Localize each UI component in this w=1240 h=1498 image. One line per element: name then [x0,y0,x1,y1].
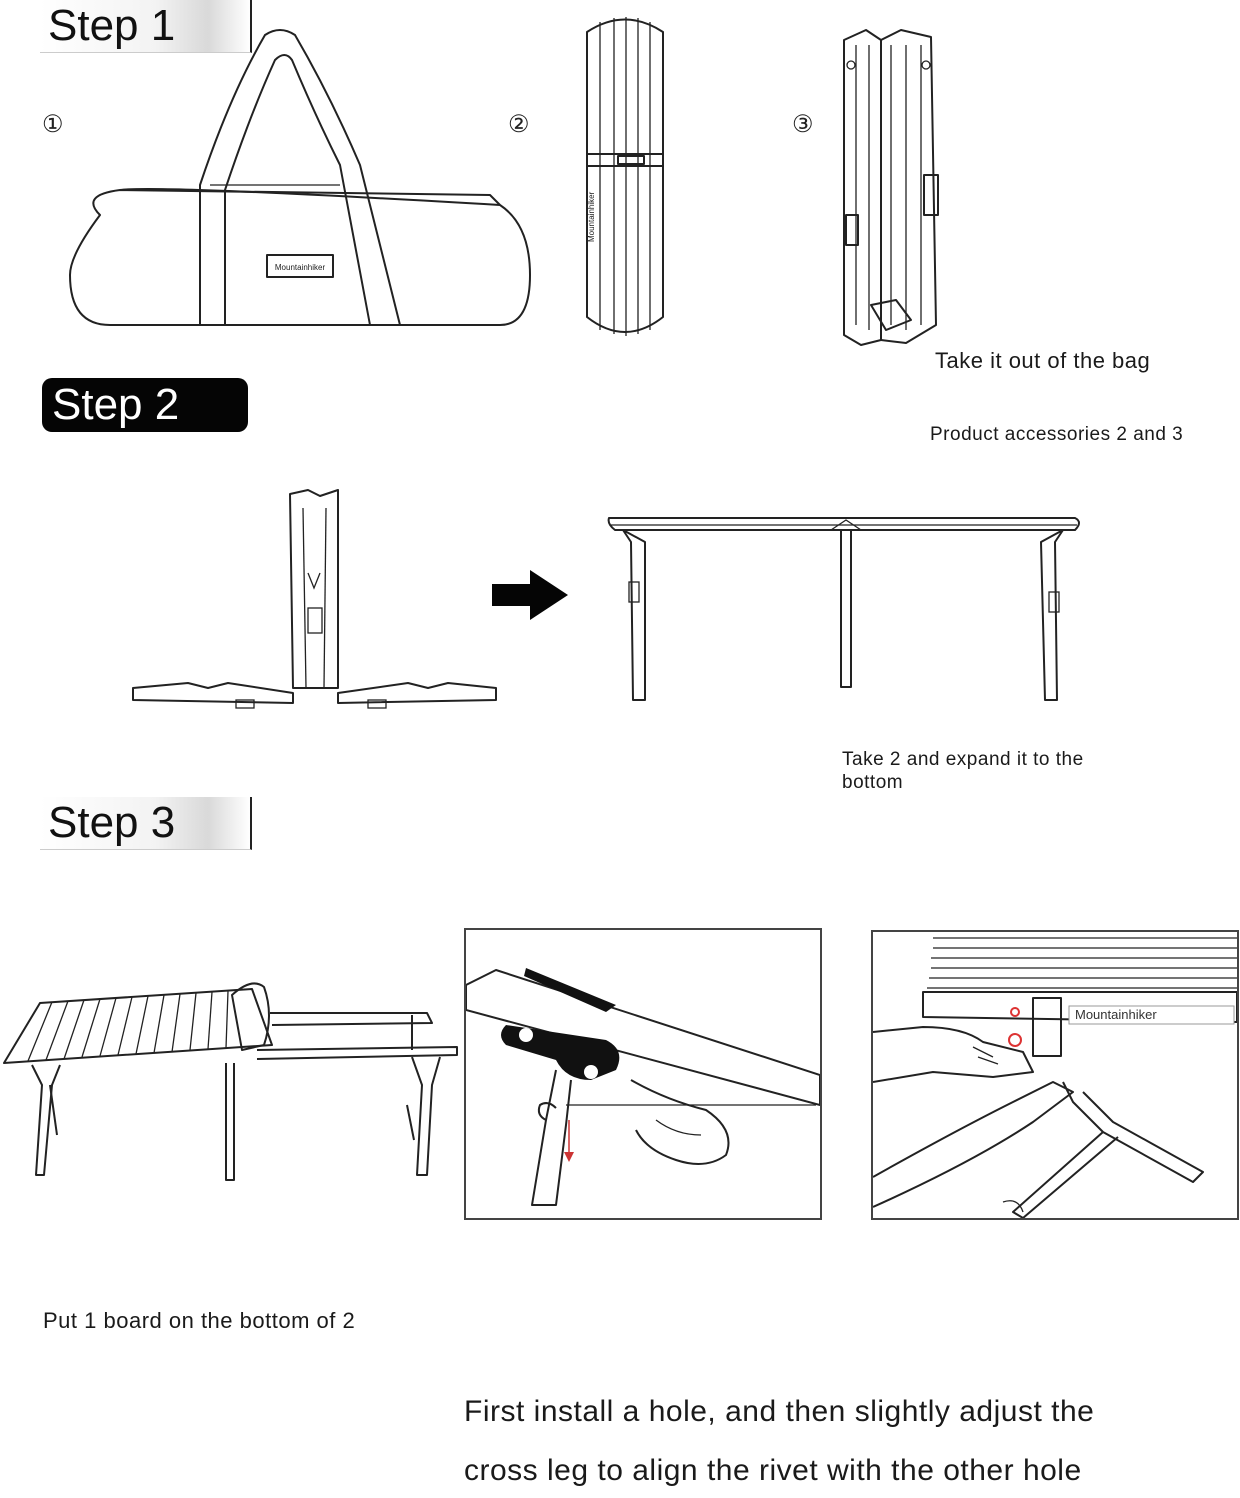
arrow-right-icon [490,568,570,622]
step-3-heading: Step 3 [40,797,252,850]
caption-install-line2: cross leg to align the rivet with the other hole [464,1454,1082,1487]
folded-frame-illustration [836,25,946,347]
bracket-label: Mountainhiker [1075,1007,1157,1022]
caption-put-board: Put 1 board on the bottom of 2 [43,1308,356,1333]
bag-label: Mountainhiker [274,263,326,272]
marker-3: ③ [792,111,814,138]
hole-detail-illustration [466,930,820,1218]
step-1-heading: Step 1 [40,0,252,53]
folded-leg-illustration [128,488,500,710]
table-with-slats-illustration [2,975,460,1187]
caption-take-out: Take it out of the bag [935,348,1151,373]
detail-box-rivet [871,930,1239,1220]
caption-expand-line1: Take 2 and expand it to the [842,749,1084,770]
caption-install-line1: First install a hole, and then slightly adjust the [464,1395,1095,1428]
caption-accessories: Product accessories 2 and 3 [930,424,1184,445]
step-2-heading: Step 2 [42,378,248,432]
carry-bag-illustration [60,25,540,335]
caption-expand-line2: bottom [842,772,904,793]
roll-label: Mountainhiker [587,191,596,242]
marker-1: ① [42,111,64,138]
detail-box-hole [464,928,822,1220]
rolled-slats-illustration [582,12,668,342]
rivet-detail-illustration [873,932,1237,1218]
marker-2: ② [508,111,530,138]
expanded-frame-illustration [605,512,1085,708]
